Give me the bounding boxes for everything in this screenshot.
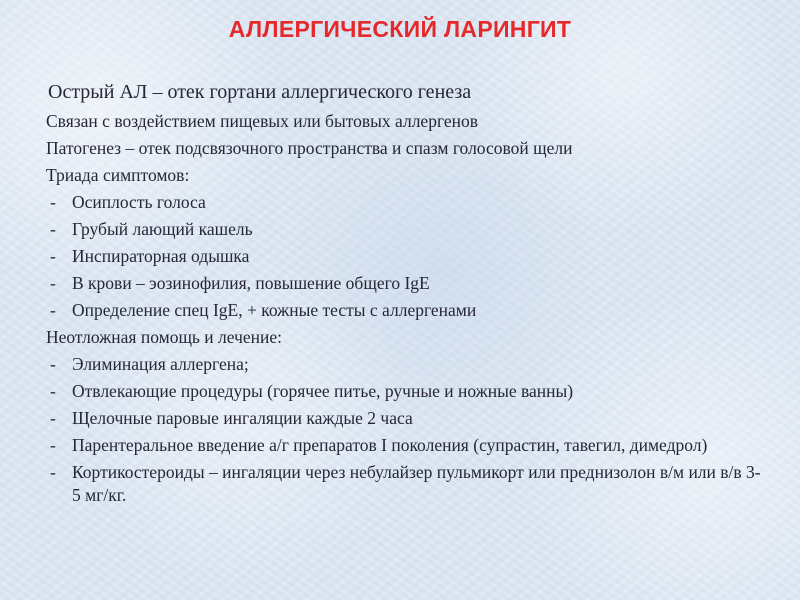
list-item-text: Осиплость голоса (72, 192, 206, 212)
list-item (46, 270, 766, 297)
list-item-text: В крови – эозинофилия, повышение общего IgE (72, 273, 430, 293)
text-line-pathogenesis: Патогенез – отек подсвязочного пространства и спазм голосовой щели (46, 138, 573, 158)
bullet-dash: - (50, 408, 56, 428)
treatment-heading: Неотложная помощь и лечение: (46, 327, 283, 347)
list-item (46, 459, 766, 509)
list-item (46, 243, 766, 270)
bullet-dash: - (50, 381, 56, 401)
list-item (46, 297, 766, 324)
bullet-dash: - (50, 273, 56, 293)
slide-content (46, 80, 766, 509)
bullet-dash: - (50, 192, 56, 212)
list-item-text: Отвлекающие процедуры (горячее питье, ручные и ножные ванны) (72, 381, 574, 401)
bullet-dash: - (50, 435, 56, 455)
intro-line: Острый АЛ – отек гортани аллергического генеза (48, 81, 472, 103)
triad-list (46, 189, 766, 324)
list-item (46, 432, 766, 459)
text-line-allergens: Связан с воздействием пищевых или бытовых аллергенов (46, 111, 479, 131)
triad-heading: Триада симптомов: (46, 165, 190, 185)
list-item-text: Кортикостероиды – ингаляции через небулайзер пульмикорт или преднизолон в/м или в/в 3-5 мг/кг. (72, 462, 761, 505)
bullet-dash: - (50, 219, 56, 239)
list-item-text: Грубый лающий кашель (72, 219, 253, 239)
list-item-text: Парентеральное введение а/г препаратов I поколения (супрастин, тавегил, димедрол) (72, 435, 708, 455)
list-item (46, 216, 766, 243)
treatment-list (46, 351, 766, 509)
slide-title: АЛЛЕРГИЧЕСКИЙ ЛАРИНГИТ (228, 16, 572, 42)
list-item (46, 189, 766, 216)
list-item (46, 351, 766, 378)
list-item-text: Щелочные паровые ингаляции каждые 2 часа (72, 408, 413, 428)
list-item (46, 378, 766, 405)
bullet-dash: - (50, 354, 56, 374)
bullet-dash: - (50, 300, 56, 320)
list-item-text: Элиминация аллергена; (72, 354, 249, 374)
list-item-text: Инспираторная одышка (72, 246, 250, 266)
list-item (46, 405, 766, 432)
bullet-dash: - (50, 246, 56, 266)
list-item-text: Определение спец IgE, + кожные тесты с аллергенами (72, 300, 477, 320)
bullet-dash: - (50, 462, 56, 482)
